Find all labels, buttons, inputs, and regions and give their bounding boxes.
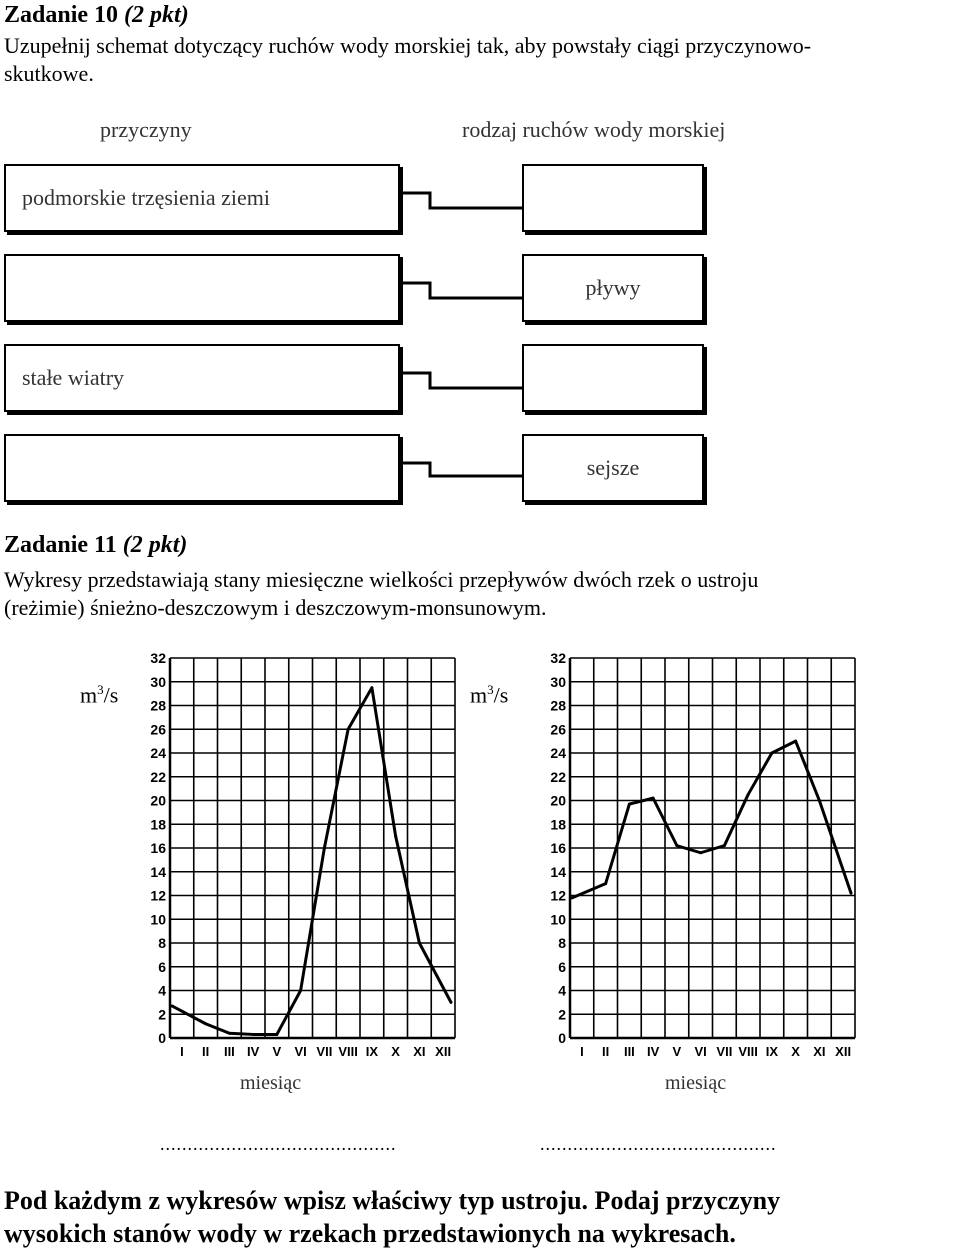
y-tick-label: 32	[550, 650, 566, 666]
unit-label-1	[80, 682, 118, 708]
task10-instruction-2: skutkowe.	[4, 61, 94, 86]
y-tick-label: 4	[158, 982, 166, 999]
y-tick-label: 12	[550, 887, 566, 904]
y-tick-label: 26	[550, 721, 566, 738]
unit-s-1: /s	[103, 682, 119, 708]
data-point	[228, 1032, 231, 1035]
x-tick-label: X	[791, 1044, 800, 1059]
y-tick-label: 4	[558, 982, 566, 999]
chart-grid	[170, 658, 455, 1038]
y-tick-label: 10	[550, 911, 566, 928]
y-tick-label: 24	[150, 745, 166, 761]
data-point	[770, 752, 773, 755]
connector-1	[402, 193, 522, 208]
final-instruction-2: wysokich stanów wody w rzekach przedstawionych na wykresach.	[4, 1219, 736, 1248]
x-tick-label: II	[602, 1044, 610, 1059]
data-point	[723, 844, 726, 847]
xlabel-1: miesiąc	[240, 1072, 302, 1094]
x-tick-label: I	[180, 1044, 184, 1059]
x-tick-label: I	[580, 1044, 584, 1059]
y-tick-label: 18	[150, 816, 166, 833]
chart-2-svg	[535, 648, 860, 1063]
y-tick-label: 28	[150, 697, 166, 714]
task10-points: (2 pkt)	[124, 2, 189, 28]
x-tick-label: III	[623, 1044, 635, 1059]
answer-line-1[interactable]: ...........................................	[160, 1134, 397, 1154]
data-point	[204, 1022, 207, 1025]
y-tick-label: 22	[550, 768, 566, 785]
task11-description-1: Wykresy przedstawiają stany miesięczne wielkości przepływów dwóch rzek o ustroju	[4, 567, 759, 592]
unit-exp-2: 3	[487, 682, 494, 697]
connector-2	[402, 283, 522, 298]
data-point	[850, 892, 853, 895]
y-tick-label: 8	[558, 935, 566, 951]
y-tick-label: 16	[550, 840, 566, 856]
data-point	[699, 851, 702, 854]
x-tick-label: IV	[646, 1044, 660, 1059]
x-tick-label: XII	[835, 1044, 852, 1059]
data-point	[275, 1033, 278, 1036]
y-tick-label: 28	[550, 697, 566, 714]
task10-instruction-1: Uzupełnij schemat dotyczący ruchów wody morskiej tak, aby powstały ciągi przyczynowo-	[4, 33, 812, 58]
unit-exp-1: 3	[97, 682, 104, 697]
y-tick-label: 32	[150, 650, 166, 666]
x-tick-label: IX	[765, 1044, 779, 1059]
data-point	[450, 1001, 453, 1004]
series-line	[172, 688, 451, 1035]
y-tick-label: 0	[558, 1030, 566, 1046]
y-tick-label: 10	[150, 911, 166, 928]
x-tick-label: V	[272, 1044, 282, 1059]
x-tick-label: VII	[316, 1044, 333, 1059]
x-tick-label: XI	[413, 1044, 426, 1059]
data-point	[394, 835, 397, 838]
column-header-types: rodzaj ruchów wody morskiej	[462, 117, 726, 142]
task11-description-2: (reżimie) śnieżno-deszczowym i deszczowym-monsunowym.	[4, 595, 547, 620]
x-tick-label: VI	[294, 1044, 307, 1059]
data-point	[652, 797, 655, 800]
y-tick-label: 6	[558, 958, 566, 975]
data-point	[171, 1004, 174, 1007]
xlabel-2: miesiąc	[665, 1072, 727, 1094]
y-tick-label: 14	[150, 863, 166, 880]
data-point	[747, 793, 750, 796]
task10-title: Zadanie 10	[4, 2, 119, 28]
data-point	[252, 1033, 255, 1036]
data-point	[818, 799, 821, 802]
y-tick-label: 26	[150, 721, 166, 738]
answer-line-2[interactable]: ...........................................	[540, 1134, 777, 1154]
x-tick-label: X	[391, 1044, 400, 1059]
series-line	[572, 741, 851, 898]
y-tick-label: 14	[550, 863, 566, 880]
final-instruction-1: Pod każdym z wykresów wpisz właściwy typ ustroju. Podaj przyczyny	[4, 1186, 781, 1215]
x-tick-label: VIII	[738, 1044, 758, 1059]
cause-text-1: podmorskie trzęsienia ziemi	[22, 185, 271, 210]
chart-2	[535, 648, 860, 1068]
x-tick-label: II	[202, 1044, 210, 1059]
x-tick-label: III	[223, 1044, 235, 1059]
y-tick-label: 8	[158, 935, 166, 951]
y-tick-label: 0	[158, 1030, 166, 1046]
task11-points: (2 pkt)	[122, 532, 188, 558]
unit-s-2: /s	[493, 682, 509, 708]
x-tick-label: VII	[716, 1044, 733, 1059]
data-point	[370, 686, 373, 689]
x-tick-label: IV	[246, 1044, 260, 1059]
y-tick-label: 18	[550, 816, 566, 833]
data-point	[299, 989, 302, 992]
y-tick-label: 22	[150, 768, 166, 785]
y-tick-label: 30	[550, 673, 566, 690]
y-tick-label: 24	[550, 745, 566, 761]
y-tick-label: 6	[158, 958, 166, 975]
data-point	[675, 844, 678, 847]
connector-4	[402, 463, 522, 476]
task11-title: Zadanie 11	[4, 532, 117, 558]
x-tick-label: VIII	[338, 1044, 358, 1059]
data-point	[347, 728, 350, 731]
schema-connectors	[0, 0, 960, 520]
x-tick-label: XII	[435, 1044, 452, 1059]
column-header-causes: przyczyny	[100, 117, 192, 142]
data-point	[571, 896, 574, 899]
y-tick-label: 20	[550, 792, 566, 809]
cause-text-3: stałe wiatry	[22, 365, 125, 390]
x-tick-label: IX	[365, 1044, 379, 1059]
chart-1-svg	[135, 648, 460, 1063]
y-tick-label: 12	[150, 887, 166, 904]
unit-m-2: m	[470, 682, 488, 708]
unit-m-1: m	[80, 682, 98, 708]
x-tick-label: V	[672, 1044, 682, 1059]
data-point	[794, 740, 797, 743]
y-tick-label: 20	[150, 792, 166, 809]
x-tick-label: XI	[813, 1044, 826, 1059]
type-text-4: sejsze	[586, 455, 640, 480]
x-tick-label: VI	[694, 1044, 707, 1059]
y-tick-label: 16	[150, 840, 166, 856]
y-tick-label: 30	[150, 673, 166, 690]
data-point	[604, 882, 607, 885]
data-point	[418, 942, 421, 945]
y-tick-label: 2	[558, 1006, 566, 1023]
y-tick-label: 2	[158, 1006, 166, 1023]
connector-3	[402, 373, 522, 388]
data-point	[323, 847, 326, 850]
unit-label-2	[470, 682, 508, 708]
task11-heading	[4, 532, 187, 559]
data-point	[628, 803, 631, 806]
type-text-2: pływy	[585, 275, 641, 300]
chart-1	[135, 648, 460, 1068]
